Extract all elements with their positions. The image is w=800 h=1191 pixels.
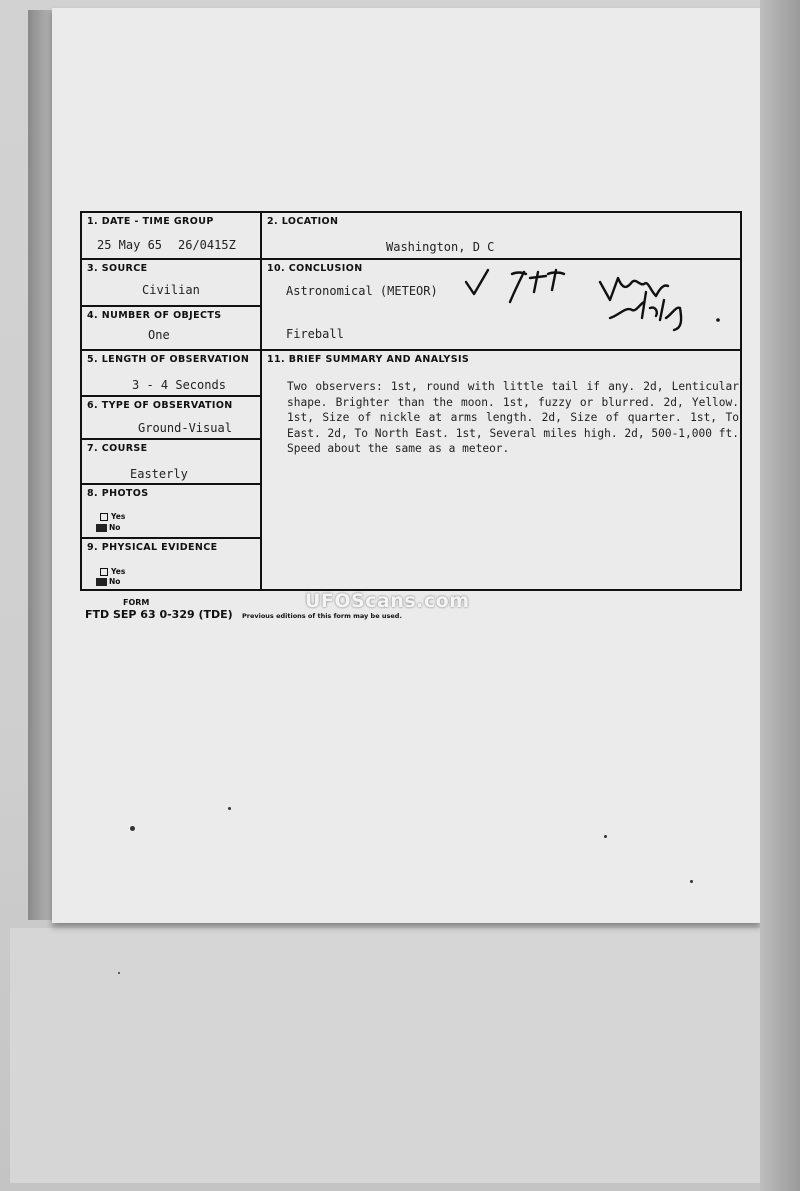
number-of-objects-cell — [82, 307, 260, 351]
physical-evidence-yes-option — [100, 567, 125, 577]
photos-no-option — [96, 523, 120, 533]
course-cell — [82, 440, 260, 485]
binder-shadow — [28, 10, 54, 920]
location-cell — [262, 213, 740, 260]
course-label: 7. COURSE — [87, 443, 148, 454]
summary-text: Two observers: 1st, round with little tail if any. 2d, Lenticular shape. Brighter than the moon. 1st, fuzzy or blurred. 2d, Yellow. 1st, Size of nickle at arms length. 2d, Size of quarter. 1st, To East. 2d, To North East. 1st, Several miles high. 2d, 500-1,000 ft. Speed about the same as a meteor. — [287, 380, 739, 455]
type-of-observation-value: Ground-Visual — [138, 421, 232, 435]
scan-speck — [690, 880, 693, 883]
physical-evidence-no-label: No — [109, 577, 121, 586]
scan-speck — [228, 807, 231, 810]
form-number: FTD SEP 63 0-329 (TDE) — [85, 608, 233, 621]
right-page-edge — [760, 0, 800, 1191]
photos-label: 8. PHOTOS — [87, 488, 149, 499]
course-value: Easterly — [130, 467, 188, 481]
photos-yes-label: Yes — [111, 512, 126, 521]
conclusion-value: Astronomical (METEOR) — [286, 284, 438, 298]
form-word: FORM — [123, 598, 150, 607]
source-label: 3. SOURCE — [87, 263, 148, 274]
summary-cell — [262, 351, 740, 589]
location-label: 2. LOCATION — [267, 216, 339, 227]
photos-no-label: No — [109, 523, 121, 532]
date-time-group-cell — [82, 213, 260, 260]
conclusion-detail: Fireball — [286, 327, 344, 341]
time-value: 26/0415Z — [178, 238, 236, 252]
watermark: UFOScans.com — [305, 590, 470, 612]
type-of-observation-label: 6. TYPE OF OBSERVATION — [87, 400, 233, 411]
source-value: Civilian — [142, 283, 200, 297]
photos-yes-option — [100, 512, 125, 522]
scan-speck — [130, 826, 135, 831]
photos-no-checkbox-marked — [96, 524, 107, 532]
date-value: 25 May 65 — [97, 238, 163, 252]
length-of-observation-value: 3 - 4 Seconds — [132, 378, 226, 392]
source-cell — [82, 260, 260, 307]
photos-cell — [82, 485, 260, 539]
number-of-objects-value: One — [148, 328, 170, 342]
form-left-column — [82, 213, 262, 589]
length-of-observation-label: 5. LENGTH OF OBSERVATION — [87, 354, 250, 365]
length-of-observation-cell — [82, 351, 260, 397]
scan-speck — [118, 972, 120, 974]
handwritten-annotation — [460, 262, 740, 332]
number-of-objects-label: 4. NUMBER OF OBJECTS — [87, 310, 222, 321]
type-of-observation-cell — [82, 397, 260, 440]
physical-evidence-label: 9. PHYSICAL EVIDENCE — [87, 542, 218, 553]
photos-yes-checkbox — [100, 513, 108, 521]
form-edition-note: Previous editions of this form may be used. — [242, 612, 402, 620]
conclusion-label: 10. CONCLUSION — [267, 263, 363, 274]
physical-evidence-yes-checkbox — [100, 568, 108, 576]
physical-evidence-cell — [82, 539, 260, 589]
date-time-group-label: 1. DATE - TIME GROUP — [87, 216, 214, 227]
location-value: Washington, D C — [386, 240, 495, 254]
physical-evidence-no-checkbox-marked — [96, 578, 107, 586]
scan-speck — [604, 835, 607, 838]
lower-page-area — [10, 928, 790, 1183]
physical-evidence-yes-label: Yes — [111, 567, 126, 576]
summary-label: 11. BRIEF SUMMARY AND ANALYSIS — [267, 354, 470, 365]
physical-evidence-no-option — [96, 577, 120, 587]
